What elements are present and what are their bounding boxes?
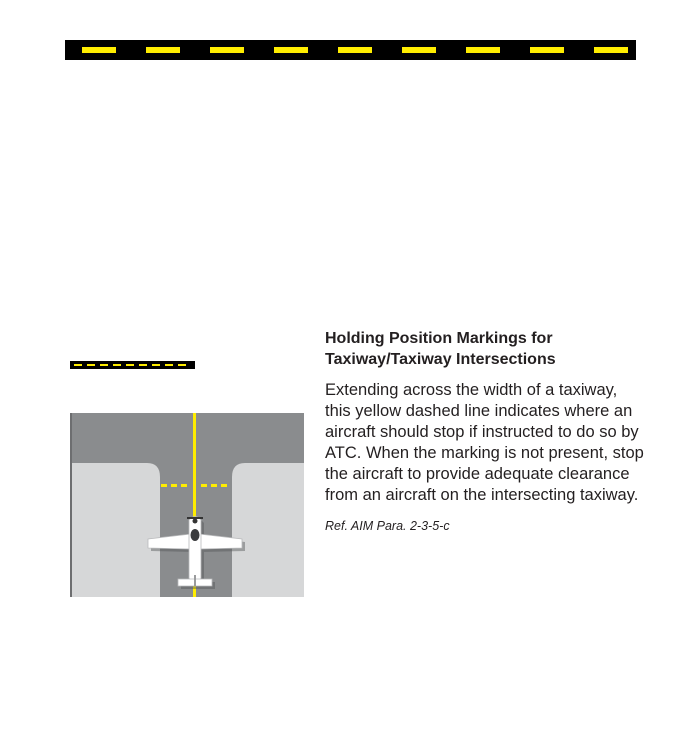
- sample-dash: [87, 364, 95, 366]
- sample-dash: [178, 364, 186, 366]
- sample-dash: [74, 364, 82, 366]
- marking-description-panel: [325, 328, 645, 534]
- taxiway-intersection-diagram: [70, 413, 304, 597]
- marking-banner-dashes: [82, 47, 628, 53]
- marking-dash: [466, 47, 500, 53]
- sample-dash: [113, 364, 121, 366]
- panel-title: Holding Position Markings for Taxiway/Taxiway Intersections: [325, 330, 556, 368]
- marking-dash: [210, 47, 244, 53]
- sample-dash: [100, 364, 108, 366]
- marking-dash: [338, 47, 372, 53]
- marking-dash: [530, 47, 564, 53]
- marking-dash: [594, 47, 628, 53]
- marking-dash: [274, 47, 308, 53]
- sample-dash: [165, 364, 173, 366]
- marking-dash: [146, 47, 180, 53]
- sample-dash: [139, 364, 147, 366]
- marking-dash: [402, 47, 436, 53]
- panel-description: Extending across the width of a taxiway, this yellow dashed line indicates where an aircraft should stop if instructed to do so by ATC. When the marking is not present, stop the aircraft to provide adequate clearance from an aircraft on the intersecting taxiway.: [325, 381, 644, 504]
- holding-position-marking-banner: [65, 40, 636, 60]
- sample-dash: [126, 364, 134, 366]
- holding-position-marking-sample: [70, 361, 195, 369]
- marking-dash: [82, 47, 116, 53]
- sample-dash: [152, 364, 160, 366]
- panel-reference: Ref. AIM Para. 2-3-5-c: [325, 519, 450, 533]
